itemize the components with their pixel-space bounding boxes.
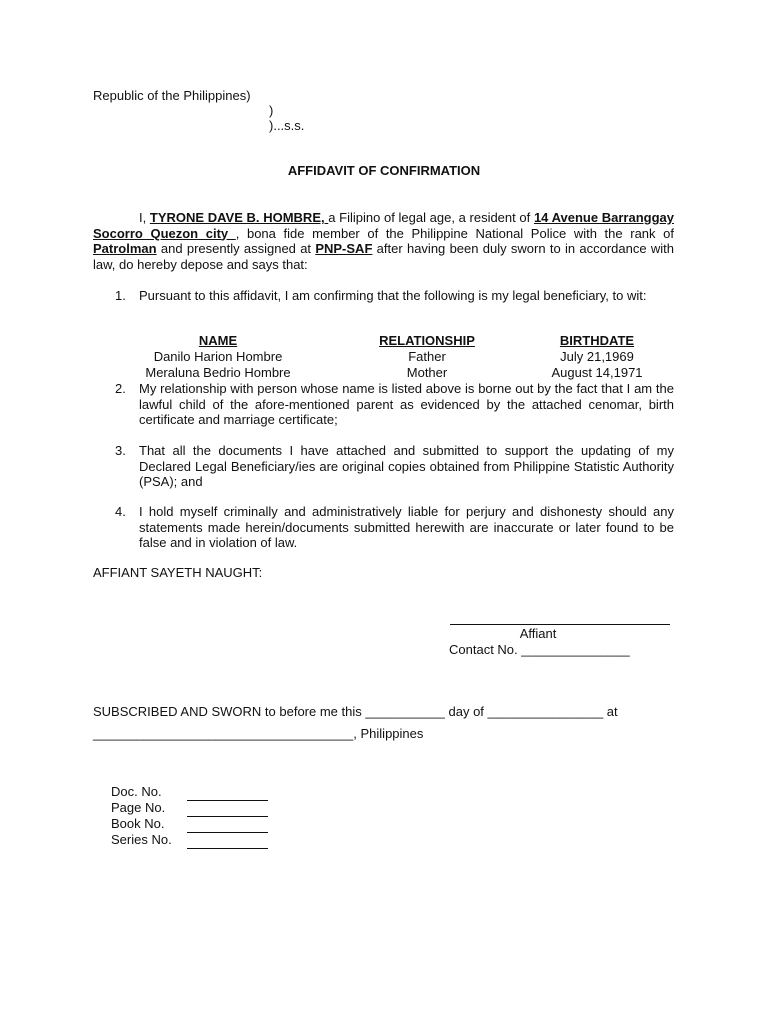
table-header-birthdate: BIRTHDATE: [559, 333, 635, 348]
item-number: 4.: [115, 504, 126, 519]
subscribed-sworn-line: SUBSCRIBED AND SWORN to before me this ___________ day of ________________ at: [93, 704, 618, 719]
signature-line: [450, 624, 670, 625]
item-text: I hold myself criminally and administratively liable for perjury and dishonesty should any statements made herein/documents submitted herewith are inaccurate or later found to be false and in violation of law.: [139, 504, 674, 550]
intro-paragraph: [93, 210, 674, 272]
table-header-name: NAME: [198, 333, 238, 348]
affiant-sayeth-naught: AFFIANT SAYETH NAUGHT:: [93, 565, 263, 580]
intro-text-3: , bona fide member of the Philippine National Police with the rank of: [235, 225, 674, 241]
affiant-unit: PNP-SAF: [315, 241, 373, 256]
item-number: 1.: [115, 288, 126, 303]
item-text: That all the documents I have attached and submitted to support the updating of my Declared Legal Beneficiary/ies are original copies obtained from Philippine Statistic Authority (PSA); and: [139, 443, 674, 489]
intro-text-5: after having been duly sworn to in accordance with law, do hereby depose and says that:: [93, 241, 674, 272]
table-cell-birthdate: July 21,1969: [560, 349, 634, 364]
page-no-label: Page No.: [111, 800, 166, 815]
affiant-name: TYRONE DAVE B. HOMBRE,: [149, 210, 329, 225]
list-item: [93, 381, 674, 428]
intro-text-2: a Filipino of legal age, a resident of: [328, 210, 534, 225]
table-header-relationship: RELATIONSHIP: [379, 333, 475, 348]
item-text: My relationship with person whose name is listed above is borne out by the fact that I am the lawful child of the afore-mentioned parent as evidenced by the attached cenomar, birth certificate and marriage certificate;: [139, 381, 674, 427]
series-no-label: Series No.: [111, 832, 172, 847]
table-cell-birthdate: August 14,1971: [551, 365, 643, 380]
item-number: 2.: [115, 381, 126, 396]
document-title: AFFIDAVIT OF CONFIRMATION: [287, 163, 481, 178]
series-no-line: [187, 848, 268, 849]
contact-number-field: Contact No. _______________: [449, 642, 630, 657]
doc-no-line: [187, 800, 268, 801]
affiant-rank: Patrolman: [93, 241, 157, 256]
republic-line: Republic of the Philippines): [93, 88, 251, 103]
item-text: Pursuant to this affidavit, I am confirming that the following is my legal beneficiary, to wit:: [139, 288, 647, 303]
table-cell-relationship: Father: [408, 349, 446, 364]
table-cell-name: Danilo Harion Hombre: [153, 349, 283, 364]
list-item: [93, 443, 674, 490]
page-no-line: [187, 816, 268, 817]
doc-no-label: Doc. No.: [111, 784, 162, 799]
paren-line: ): [269, 103, 274, 118]
intro-text-4: and presently assigned at: [156, 241, 316, 256]
item-number: 3.: [115, 443, 126, 458]
list-item: [93, 288, 674, 304]
book-no-label: Book No.: [111, 816, 165, 831]
book-no-line: [187, 832, 268, 833]
list-item: [93, 504, 674, 551]
intro-text-1: I,: [139, 210, 150, 225]
affiant-label: Affiant: [519, 626, 557, 641]
affiant-address: 14 Avenue Barranggay Socorro Quezon city: [93, 210, 674, 241]
ss-line: )...s.s.: [269, 118, 305, 133]
table-cell-relationship: Mother: [406, 365, 448, 380]
philippines-line: ____________________________________, Philippines: [93, 726, 424, 741]
table-cell-name: Meraluna Bedrio Hombre: [145, 365, 291, 380]
